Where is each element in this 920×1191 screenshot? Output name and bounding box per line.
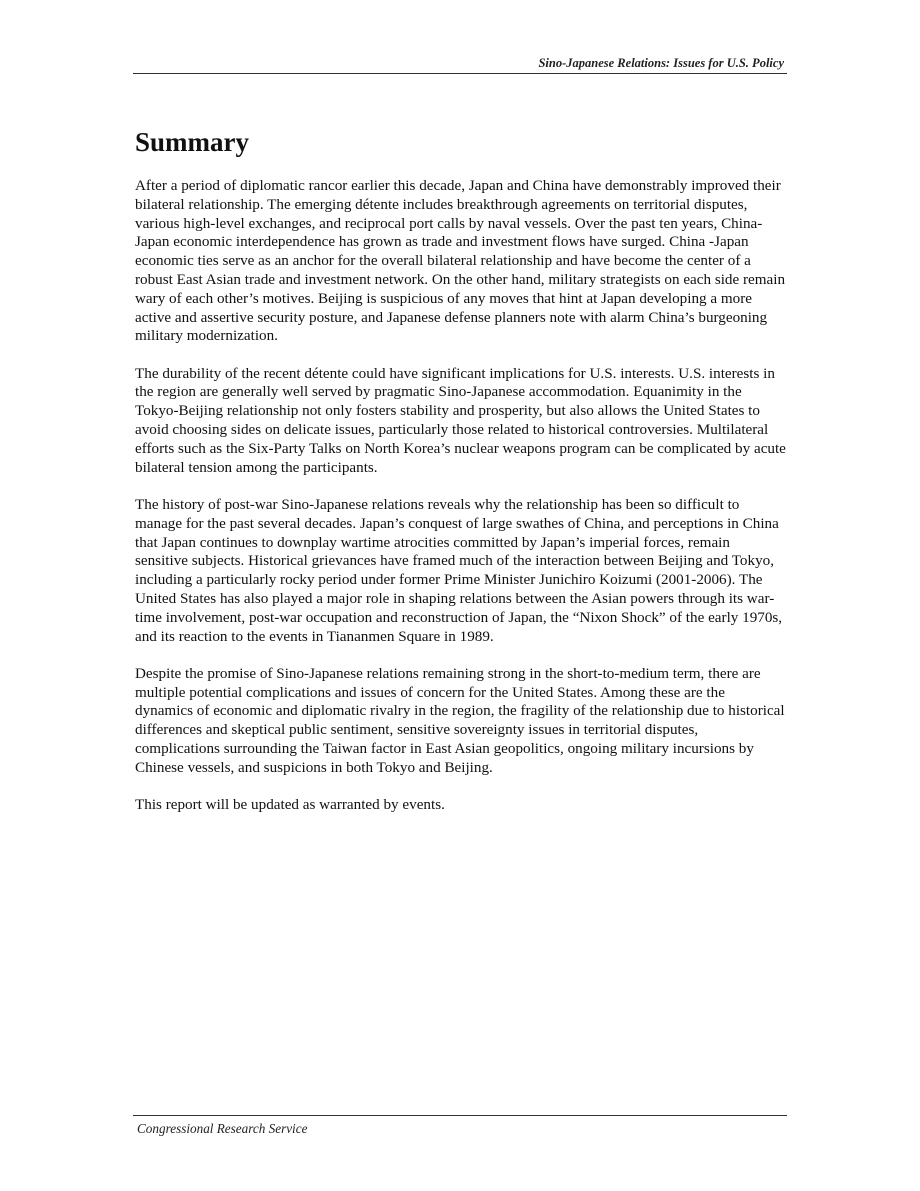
summary-paragraph-2: The durability of the recent détente could have significant implications for U.S. interests. U.S. interests in the region are generally well served by pragmatic Sino-Japanese accommodation. Equanimity in the Tokyo-Beijing relationship not only fosters stability and prosperity, but also allows the United States to avoid choosing sides on delicate issues, particularly those related to historical controversies. Multilateral efforts such as the Six-Party Talks on North Korea’s nuclear weapons program can be complicated by acute bilateral tension among the participants. bbox=[135, 364, 786, 476]
summary-paragraph-5: This report will be updated as warranted by events. bbox=[135, 796, 445, 814]
summary-heading: Summary bbox=[135, 127, 249, 157]
summary-section bbox=[135, 124, 786, 833]
running-header-title: Sino-Japanese Relations: Issues for U.S. Policy bbox=[538, 56, 784, 70]
summary-paragraph-1: After a period of diplomatic rancor earlier this decade, Japan and China have demonstrably improved their bilateral relationship. The emerging détente includes breakthrough agreements on territorial disputes, various high-level exchanges, and reciprocal port calls by naval vessels. Over the past ten years, China-Japan economic interdependence has grown as trade and investment flows have surged. China -Japan economic ties serve as an anchor for the overall bilateral relationship and have become the center of a robust East Asian trade and investment network. On the other hand, military strategists on each side remain wary of each other’s motives. Beijing is suspicious of any moves that hint at Japan developing a more active and assertive security posture, and Japanese defense planners note with alarm China’s burgeoning military modernization. bbox=[135, 177, 786, 345]
summary-paragraph-3: The history of post-war Sino-Japanese relations reveals why the relationship has been so difficult to manage for the past several decades. Japan’s conquest of large swathes of China, and perceptions in China that Japan continues to downplay wartime atrocities committed by Japan’s imperial forces, remain sensitive subjects. Historical grievances have framed much of the interaction between Beijing and Tokyo, including a particularly rocky period under former Prime Minister Junichiro Koizumi (2001-2006). The United States has also played a major role in shaping relations between the Asian powers through its war-time involvement, post-war occupation and reconstruction of Japan, the “Nixon Shock” of the early 1970s, and its reaction to the events in Tiananmen Square in 1989. bbox=[135, 495, 783, 645]
footer-organization: Congressional Research Service bbox=[137, 1121, 308, 1136]
page-header bbox=[133, 54, 787, 74]
page-footer bbox=[133, 1115, 787, 1136]
summary-body bbox=[135, 177, 786, 815]
summary-paragraph-4: Despite the promise of Sino-Japanese relations remaining strong in the short-to-medium term, there are multiple potential complications and issues of concern for the United States. Among these are the dynamics of economic and diplomatic rivalry in the region, the fragility of the relationship due to historical differences and skeptical public sentiment, sensitive sovereignty issues in territorial disputes, complications surrounding the Taiwan factor in East Asian geopolitics, ongoing military incursions by Chinese vessels, and suspicions in both Tokyo and Beijing. bbox=[135, 664, 785, 776]
